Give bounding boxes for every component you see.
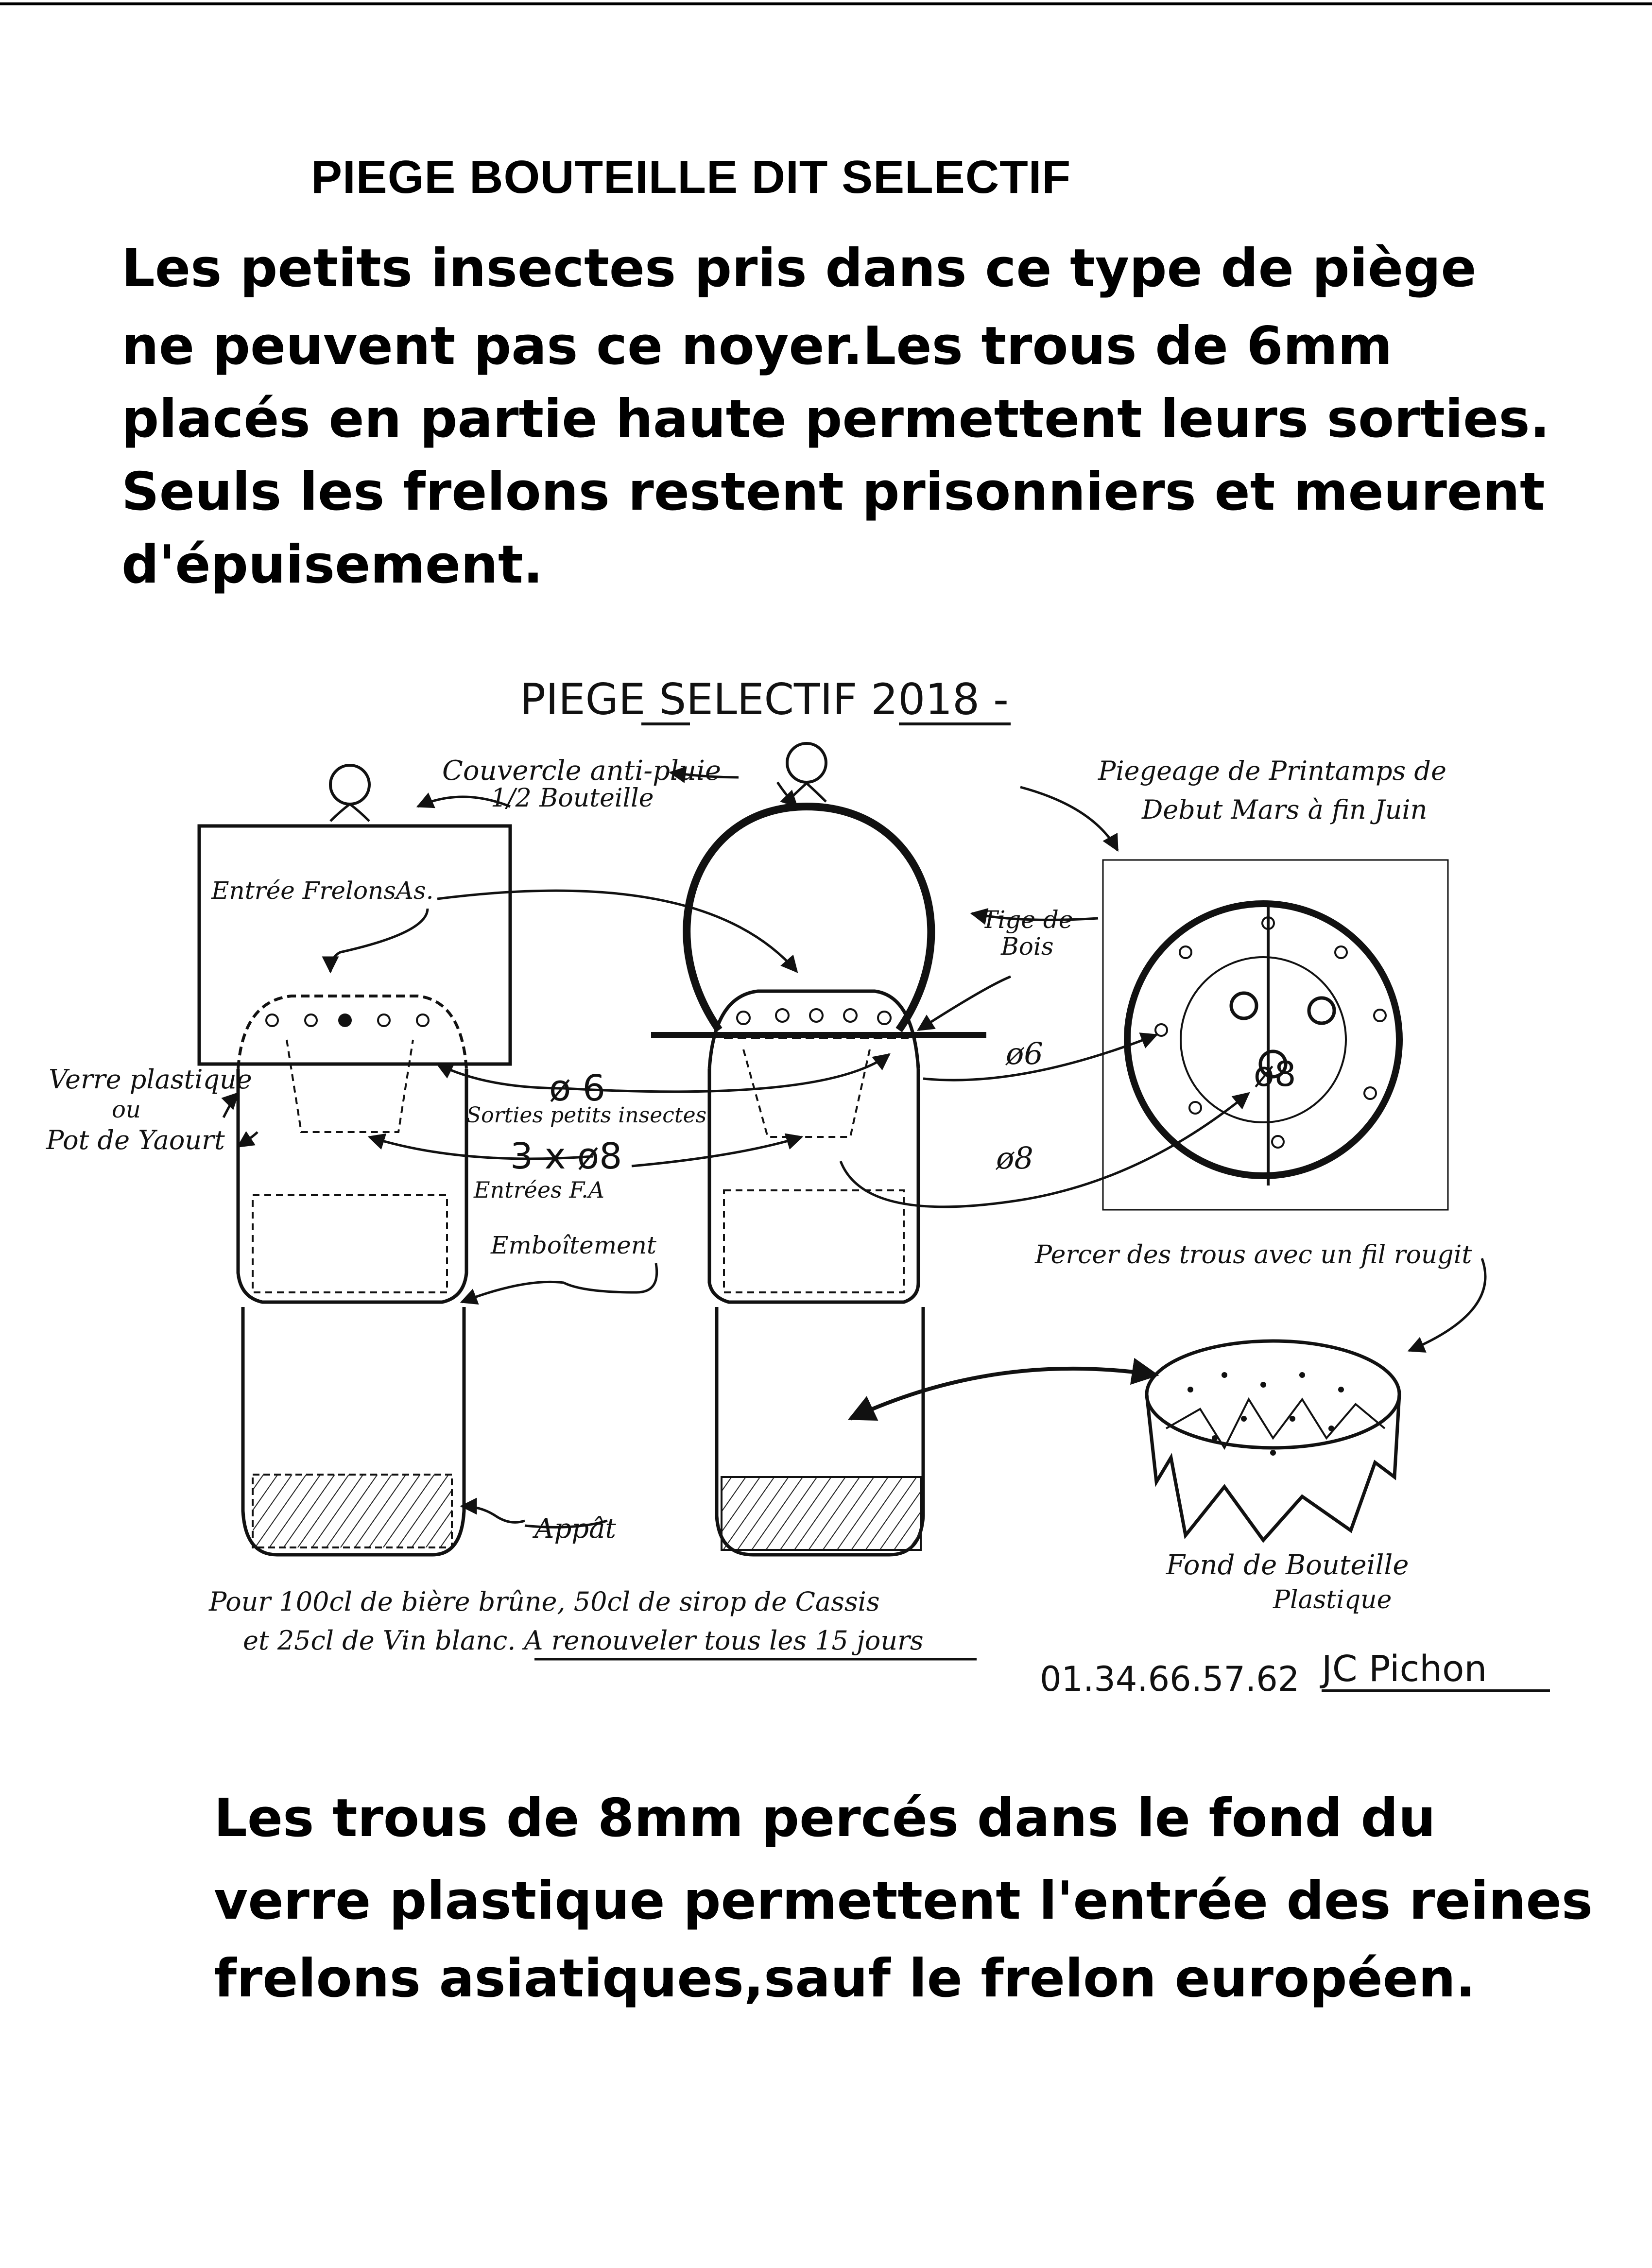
bait-left [253, 1475, 452, 1547]
label-tige-bois-2: Bois [1001, 932, 1054, 961]
label-percer: Percer des trous avec un fil rougit [1035, 1240, 1472, 1270]
recipe-line-2: et 25cl de Vin blanc. A renouveler tous les 15 jours [243, 1625, 924, 1656]
phone-number: 01.34.66.57.62 [1040, 1659, 1300, 1699]
label-demi-bouteille: 1/2 Bouteille [491, 784, 654, 813]
label-ou: ou [112, 1096, 141, 1123]
page-title: PIEGE BOUTEILLE DIT SELECTIF [311, 151, 1071, 203]
recipe-line-1: Pour 100cl de bière brûne, 50cl de sirop de Cassis [209, 1586, 880, 1617]
bottle-bottom [1147, 1341, 1399, 1540]
label-couvercle: Couvercle anti-pluie [442, 755, 722, 787]
footer-line: verre plastique permettent l'entrée des reines [214, 1871, 1593, 1931]
label-verre-plastique: Verre plastique [49, 1064, 252, 1095]
label-pot-yaourt: Pot de Yaourt [46, 1125, 225, 1155]
hanging-ring-middle [787, 743, 826, 782]
label-fond-1: Fond de Bouteille [1166, 1549, 1409, 1581]
label-diam6: ø 6 [549, 1067, 605, 1109]
label-appat: Appât [534, 1513, 617, 1545]
intro-line: ne peuvent pas ce noyer.Les trous de 6mm [121, 316, 1393, 377]
label-entree-frelons: Entrée FrelonsAs. [211, 876, 434, 905]
label-sorties: Sorties petits insectes [466, 1103, 707, 1128]
label-piegeage-2: Debut Mars à fin Juin [1142, 794, 1428, 825]
label-phi6: ø6 [1006, 1036, 1043, 1071]
author-name: JC Pichon [1322, 1648, 1487, 1690]
label-piegeage-1: Piegeage de Printamps de [1098, 756, 1446, 786]
label-o8-center: ø8 [1254, 1054, 1296, 1094]
intro-line: placés en partie haute permettent leurs sorties. [121, 389, 1550, 449]
label-tige-bois-1: Tige de [981, 906, 1073, 934]
middle-trap [651, 743, 986, 1555]
intro-line: Les petits insectes pris dans ce type de piège [121, 238, 1477, 299]
hanging-ring-left [330, 765, 369, 804]
footer-line: Les trous de 8mm percés dans le fond du [214, 1788, 1436, 1849]
label-entrees-fa: Entrées F.A [474, 1177, 604, 1203]
label-emboitement: Emboîtement [491, 1231, 656, 1259]
label-3x-diam8: 3 x ø8 [510, 1135, 622, 1177]
footer-line: frelons asiatiques,sauf le frelon européen. [214, 1948, 1476, 2009]
label-fond-2: Plastique [1273, 1585, 1392, 1615]
intro-line: Seuls les frelons restent prisonniers et meurent [121, 462, 1545, 522]
label-phi8: ø8 [996, 1140, 1033, 1176]
intro-line: d'épuisement. [121, 534, 543, 595]
drawing-title: PIEGE SELECTIF 2018 - [520, 674, 1009, 724]
bait-middle [722, 1477, 921, 1550]
